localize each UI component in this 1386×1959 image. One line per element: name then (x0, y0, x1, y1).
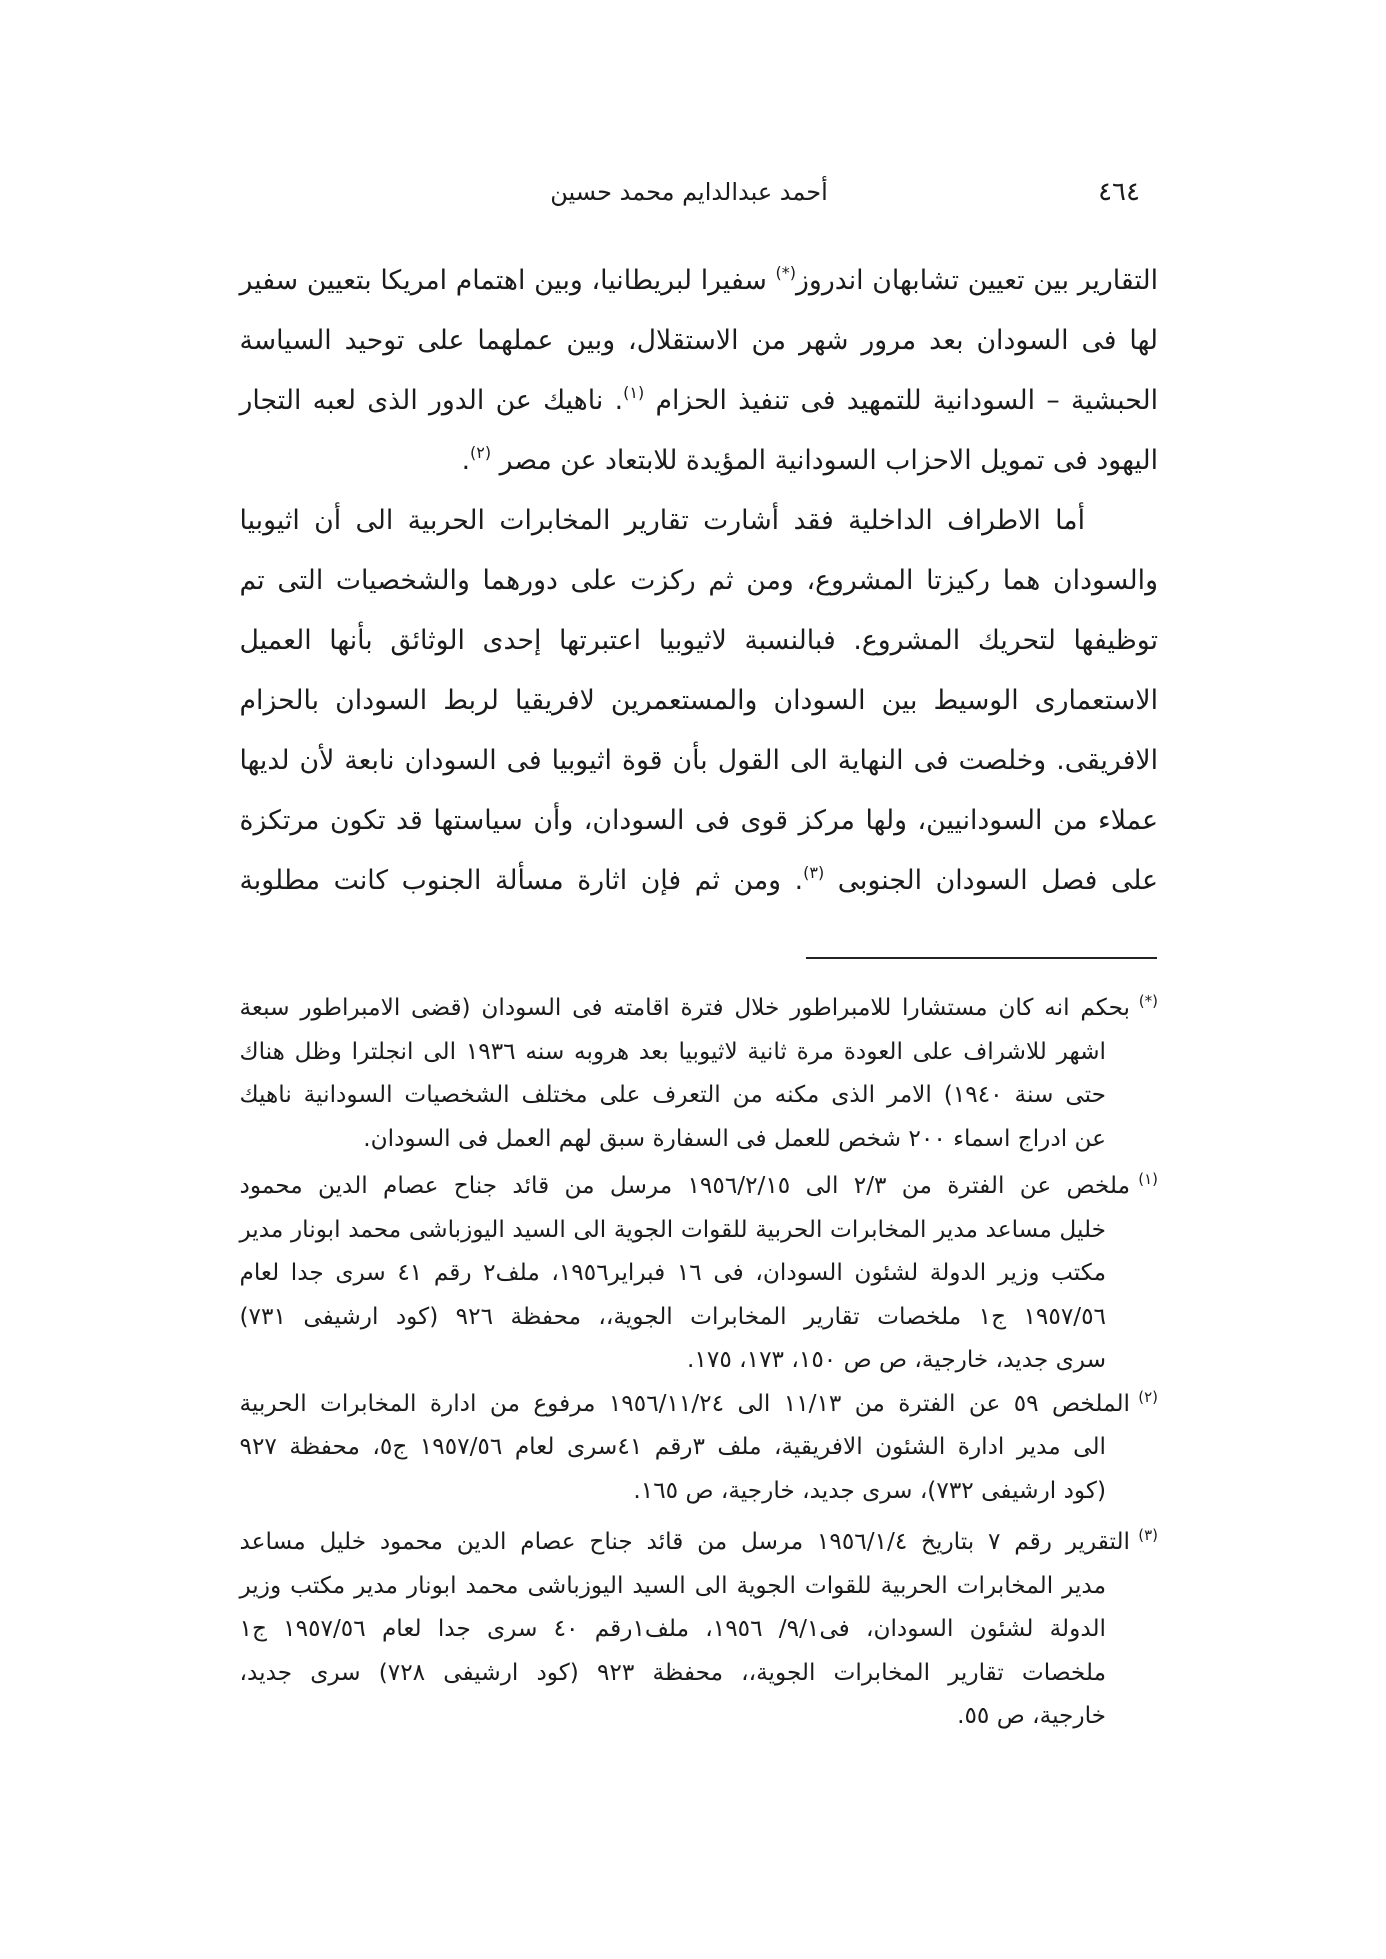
body-line (238, 670, 1158, 730)
footnote-separator (806, 957, 1157, 959)
body-line-text: الاستعمارى الوسيط بين السودان والمستعمرين لافريقيا لربط السودان بالحزام (239, 685, 1158, 716)
body-line-text (240, 251, 1159, 310)
footnote-ref: (٢) (470, 442, 492, 462)
body-line (238, 850, 1158, 910)
main-text (238, 250, 1158, 910)
body-line-text: الافريقى. وخلصت فى النهاية الى القول بأن قوة اثيوبيا فى السودان نابعة لأن لديها (239, 745, 1158, 776)
footnote-ref: (*) (775, 262, 797, 282)
footnote-line-text: الملخص ٥٩ عن الفترة من ١١/١٣ الى ١٩٥٦/١١/٢٤ مرفوع من ادارة المخابرات الحربية (239, 1389, 1130, 1417)
footnote-marker: (*) (1138, 992, 1158, 1010)
footnote-marker: (٢) (1138, 1387, 1158, 1406)
body-line (238, 310, 1158, 370)
footnote-line (238, 1030, 1158, 1074)
footnote-line (238, 1607, 1158, 1651)
footnote-line (238, 1073, 1158, 1117)
page-header (238, 172, 1158, 212)
footnote-line (238, 1117, 1158, 1161)
text-segment: اليهود فى تمويل الاحزاب السودانية المؤيدة للابتعاد عن مصر (491, 445, 1158, 476)
footnote-line (238, 986, 1158, 1030)
body-line-text: توظيفها لتحريك المشروع. فبالنسبة لاثيوبيا اعتبرتها إحدى الوثائق بأنها العميل (239, 625, 1158, 656)
text-segment: التقارير بين تعيين تشابهان اندروز (796, 265, 1158, 296)
footnote-line (238, 1295, 1158, 1339)
body-line (238, 610, 1158, 670)
body-line-text: أما الاطراف الداخلية فقد أشارت تقارير المخابرات الحربية الى أن اثيوبيا (239, 505, 1085, 536)
body-line-text (240, 371, 1158, 430)
text-segment: سفيرا لبريطانيا، وبين اهتمام امريكا بتعيين سفير (239, 265, 776, 296)
footnote-line-text: عن ادراج اسماء ٢٠٠ شخص للعمل فى السفارة سبق لهم العمل فى السودان. (363, 1124, 1106, 1152)
footnote-line-text: حتى سنة ١٩٤٠) الامر الذى مكنه من التعرف على مختلف الشخصيات السودانية ناهيك (239, 1081, 1106, 1108)
page-number: ٤٦٤ (1098, 177, 1140, 207)
body-line (238, 490, 1158, 550)
text-segment: على فصل السودان الجنوبى (824, 865, 1158, 896)
body-line (238, 370, 1158, 430)
footnote-line-text: خارجية، ص ٥٥. (957, 1702, 1106, 1729)
footnote-line-text: اشهر للاشراف على العودة مرة ثانية لاثيوبيا بعد هروبه سنه ١٩٣٦ الى انجلترا وظل هناك (239, 1037, 1106, 1065)
footnote-line-text: سرى جديد، خارجية، ص ص ١٥٠، ١٧٣، ١٧٥. (687, 1346, 1106, 1373)
footnote-line-text: الدولة لشئون السودان، فى٩/١/ ١٩٥٦، ملف١رقم ٤٠ سرى جدا لعام ١٩٥٧/٥٦ ج١ (239, 1615, 1106, 1642)
body-line-text: عملاء من السودانيين، ولها مركز قوى فى السودان، وأن سياستها قد تكون مرتكزة (239, 805, 1158, 836)
footnote-line-text: الى مدير ادارة الشئون الافريقية، ملف ٣رقم ٤١سرى لعام ١٩٥٧/٥٦ ج٥، محفظة ٩٢٧ (239, 1433, 1106, 1460)
body-line (238, 790, 1158, 850)
footnote-line (238, 1208, 1158, 1252)
footnote-line (238, 1164, 1158, 1208)
footnote-marker: (١) (1138, 1170, 1158, 1188)
footnote-line-text: بحكم انه كان مستشارا للامبراطور خلال فترة اقامته فى السودان (قضى الامبراطور سبعة (239, 994, 1130, 1021)
body-line (238, 250, 1158, 310)
footnote-line-text: (كود ارشيفى ٧٣٢)، سرى جديد، خارجية، ص ١٦٥. (633, 1476, 1106, 1504)
footnote-line (238, 1694, 1158, 1738)
body-line (238, 730, 1158, 790)
footnote-line-text: التقرير رقم ٧ بتاريخ ١٩٥٦/١/٤ مرسل من قائد جناح عصام الدين محمود خليل مساعد (239, 1528, 1130, 1555)
footnote-ref: (٣) (803, 862, 825, 882)
footnote (238, 1164, 1158, 1382)
footnote-marker: (٣) (1138, 1526, 1158, 1544)
footnote-ref: (١) (623, 382, 645, 402)
footnote-line (238, 1651, 1158, 1695)
body-line (238, 550, 1158, 610)
text-segment: . ناهيك عن الدور الذى لعبه التجار (239, 385, 624, 416)
footnote-line (238, 1338, 1158, 1382)
footnote-line-text: ملخص عن الفترة من ٢/٣ الى ١٩٥٦/٢/١٥ مرسل من قائد جناح عصام الدين محمود (239, 1172, 1130, 1199)
footnote-line-text: ملخصات تقارير المخابرات الجوية،، محفظة ٩٢٣ (كود ارشيفى ٧٢٨) سرى جديد، (239, 1658, 1106, 1686)
body-line-text (462, 431, 1158, 490)
footnote (238, 1382, 1158, 1513)
text-segment: . ومن ثم فإن اثارة مسألة الجنوب كانت مطلوبة (239, 865, 804, 896)
footnote (238, 986, 1158, 1160)
body-line-text: والسودان هما ركيزتا المشروع، ومن ثم ركزت على دورهما والشخصيات التى تم (239, 565, 1158, 596)
footnotes (238, 986, 1158, 1738)
text-segment: الحبشية – السودانية للتمهيد فى تنفيذ الحزام (644, 385, 1158, 416)
body-line-text (240, 851, 1159, 910)
footnote-line (238, 1469, 1158, 1513)
body-line (238, 430, 1158, 490)
footnote-line-text: مدير المخابرات الحربية للقوات الجوية الى السيد اليوزباشى محمد ابونار مدير مكتب وزير (239, 1571, 1106, 1599)
footnote-line-text: خليل مساعد مدير المخابرات الحربية للقوات الجوية الى السيد اليوزباشى محمد ابونار مدير (239, 1215, 1106, 1243)
footnote-line-text: مكتب وزير الدولة لشئون السودان، فى ١٦ فبراير١٩٥٦، ملف٢ رقم ٤١ سرى جدا لعام (239, 1259, 1106, 1286)
running-title: أحمد عبدالدايم محمد حسين (550, 178, 828, 206)
footnote-line (238, 1564, 1158, 1608)
text-segment: . (461, 445, 471, 476)
body-line-text: لها فى السودان بعد مرور شهر من الاستقلال، وبين عملهما على توحيد السياسة (239, 325, 1158, 356)
footnote-line (238, 1382, 1158, 1426)
footnote-line (238, 1520, 1158, 1564)
footnote-line (238, 1251, 1158, 1295)
footnote-line-text: ١٩٥٧/٥٦ ج١ ملخصات تقارير المخابرات الجوية،، محفظة ٩٢٦ (كود ارشيفى ٧٣١) (239, 1302, 1106, 1330)
footnote-line (238, 1425, 1158, 1469)
footnote (238, 1520, 1158, 1738)
